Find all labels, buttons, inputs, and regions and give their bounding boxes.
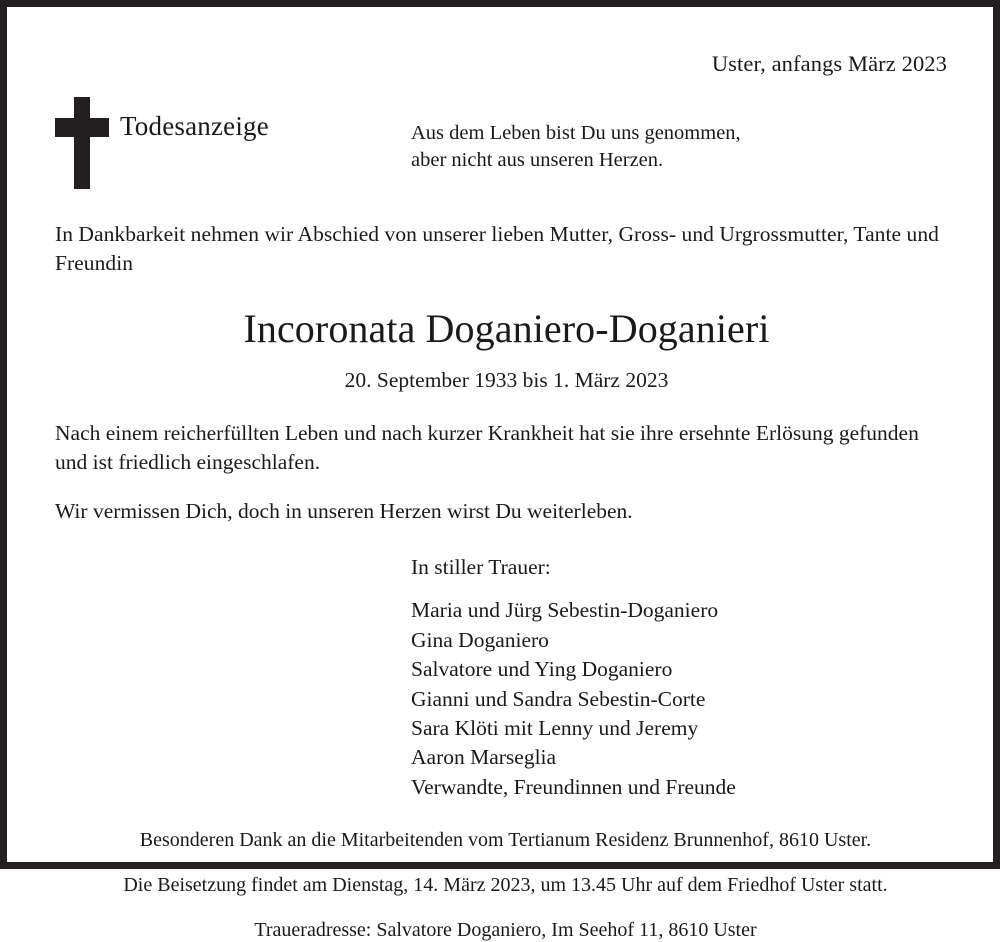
life-dates: 20. September 1933 bis 1. März 2023 (344, 368, 669, 393)
body-paragraph-1: Nach einem reicherfüllten Leben und nach kurzer Krankheit hat sie ihre ersehnte Erlösung gefunden und ist friedlich eingeschlafen. (55, 420, 919, 474)
body-paragraph-2: Wir vermissen Dich, doch in unseren Herzen wirst Du weiterleben. (55, 499, 633, 524)
cross-icon (55, 97, 109, 189)
body-text (55, 419, 952, 526)
mourners-block (55, 553, 952, 803)
mourners-label: In stiller Trauer: (411, 554, 551, 579)
mourner-name: Gina Doganiero (411, 627, 549, 652)
notice-header (55, 89, 952, 194)
funeral-details-line: Die Beisetzung findet am Dienstag, 14. März 2023, um 13.45 Uhr auf dem Friedhof Uster statt. (123, 874, 888, 897)
intro-paragraph: In Dankbarkeit nehmen wir Abschied von unserer lieben Mutter, Gross- und Urgrossmutter, Tante und Freundin (55, 222, 939, 275)
epitaph-quote (411, 120, 741, 175)
mourner-name: Gianni und Sandra Sebestin-Corte (411, 686, 706, 711)
place-date-line: Uster, anfangs März 2023 (711, 51, 947, 76)
mourner-name: Salvatore und Ying Doganiero (411, 657, 673, 682)
mourner-name: Sara Klöti mit Lenny und Jeremy (411, 716, 699, 741)
epitaph-line-2: aber nicht aus unseren Herzen. (411, 149, 664, 172)
epitaph-line-1: Aus dem Leben bist Du uns genommen, (411, 122, 741, 144)
footer-block (55, 828, 952, 942)
mourner-name: Verwandte, Freundinnen und Freunde (411, 774, 736, 799)
mourner-name: Aaron Marseglia (411, 745, 557, 770)
mourner-name: Maria und Jürg Sebestin-Doganiero (411, 598, 719, 623)
thanks-line: Besonderen Dank an die Mitarbeitenden vom Tertianum Residenz Brunnenhof, 8610 Uster. (139, 829, 872, 852)
deceased-name: Incoronata Doganiero-Doganieri (243, 306, 770, 352)
page-title: Todesanzeige (120, 111, 269, 141)
condolence-address-line: Traueradresse: Salvatore Doganiero, Im Seehof 11, 8610 Uster (254, 919, 757, 942)
notice-sheet (7, 7, 993, 942)
